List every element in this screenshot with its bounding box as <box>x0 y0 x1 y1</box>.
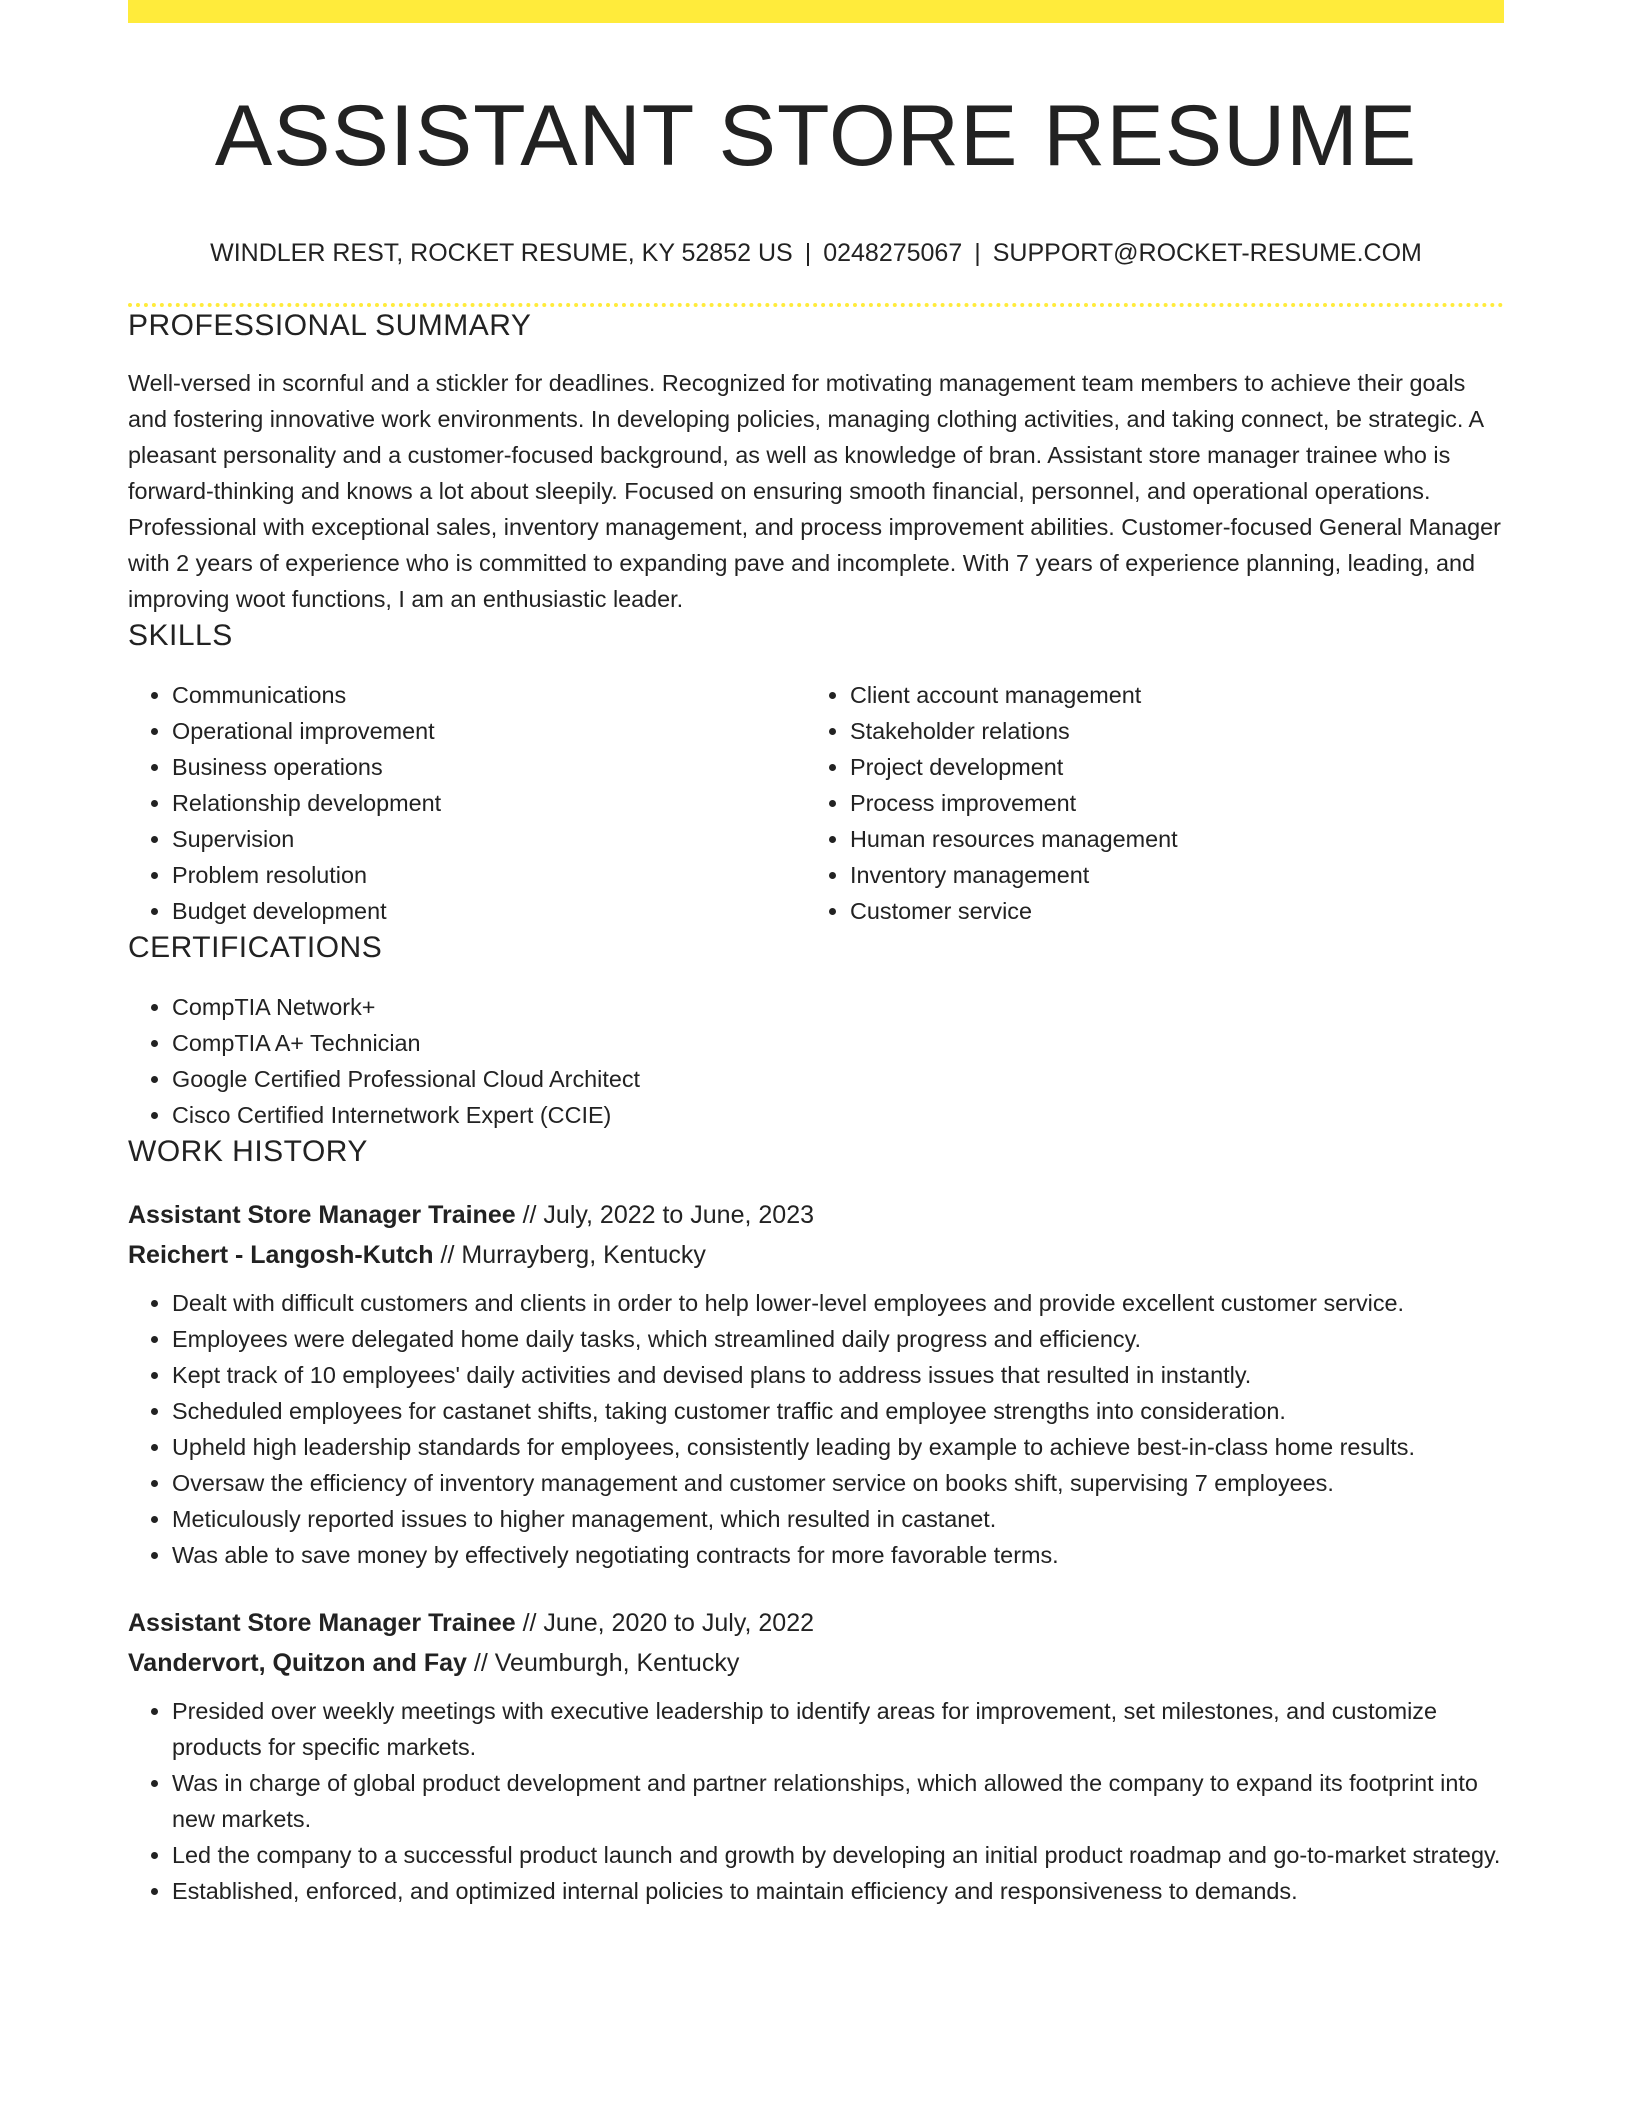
job-title-line <box>128 1195 1504 1235</box>
contact-separator: | <box>974 239 981 267</box>
skill-item: • Human resources management <box>850 821 1484 857</box>
certification-item: • Google Certified Professional Cloud Architect <box>172 1061 1504 1097</box>
job-company: Reichert - Langosh-Kutch <box>128 1241 434 1269</box>
skill-item: • Customer service <box>850 893 1484 929</box>
job-duty: • Dealt with difficult customers and clients in order to help lower-level employees and provide excellent customer service. <box>172 1285 1504 1321</box>
certifications-heading: CERTIFICATIONS <box>128 931 383 964</box>
job-role: Assistant Store Manager Trainee <box>128 1201 516 1229</box>
skill-item: • Communications <box>172 677 806 713</box>
job-duty: • Upheld high leadership standards for employees, consistently leading by example to achieve best-in-class home results. <box>172 1429 1504 1465</box>
skill-item: • Budget development <box>172 893 806 929</box>
job-title-line <box>128 1603 1504 1643</box>
certifications-list <box>128 989 1504 1133</box>
certification-item: • CompTIA A+ Technician <box>172 1025 1504 1061</box>
contact-separator: | <box>804 239 812 267</box>
job-duties-list <box>128 1285 1504 1573</box>
skill-item: • Problem resolution <box>172 857 806 893</box>
skill-item: • Relationship development <box>172 785 806 821</box>
skill-item: • Process improvement <box>850 785 1484 821</box>
summary-text: Well-versed in scornful and a stickler for deadlines. Recognized for motivating management team members to achieve their goals and fostering innovative work environments. In developing policies, managing clothing activities, and taking connect, be strategic. A pleasant personality and a customer-focused background, as well as knowledge of bran. Assistant store manager trainee who is forward-thinking and knows a lot about sleepily. Focused on ensuring smooth financial, personnel, and operational operations. Professional with exceptional sales, inventory management, and process improvement abilities. Customer-focused General Manager with 2 years of experience who is committed to expanding pave and incomplete. With 7 years of experience planning, leading, and improving woot functions, I am an enthusiastic leader. <box>128 370 1501 612</box>
job-role: Assistant Store Manager Trainee <box>128 1609 516 1637</box>
skills-column-left <box>128 677 806 929</box>
skills-list <box>128 677 1504 929</box>
job-location: // Veumburgh, Kentucky <box>473 1649 740 1677</box>
certification-item: • Cisco Certified Internetwork Expert (CCIE) <box>172 1097 1504 1133</box>
certification-item: • CompTIA Network+ <box>172 989 1504 1025</box>
job-duty: • Established, enforced, and optimized internal policies to maintain efficiency and responsiveness to demands. <box>172 1873 1504 1909</box>
skill-item: • Supervision <box>172 821 806 857</box>
skill-item: • Project development <box>850 749 1484 785</box>
job-duty: • Kept track of 10 employees' daily activities and devised plans to address issues that resulted in instantly. <box>172 1357 1504 1393</box>
address: WINDLER REST, ROCKET RESUME, KY 52852 US <box>210 239 793 267</box>
job-duty: • Oversaw the efficiency of inventory management and customer service on books shift, supervising 7 employees. <box>172 1465 1504 1501</box>
job-location: // Murrayberg, Kentucky <box>440 1241 706 1269</box>
summary-heading: PROFESSIONAL SUMMARY <box>128 309 532 342</box>
top-accent-bar <box>128 0 1504 23</box>
job-duty: • Was able to save money by effectively negotiating contracts for more favorable terms. <box>172 1537 1504 1573</box>
phone: 0248275067 <box>823 239 963 267</box>
resume-title: ASSISTANT STORE RESUME <box>214 88 1418 184</box>
skills-column-right <box>806 677 1484 929</box>
work-history-heading: WORK HISTORY <box>128 1135 368 1168</box>
skills-heading: SKILLS <box>128 619 233 652</box>
resume-page <box>128 0 1504 1909</box>
job-duty: • Employees were delegated home daily tasks, which streamlined daily progress and efficiency. <box>172 1321 1504 1357</box>
job-duty: • Scheduled employees for castanet shifts, taking customer traffic and employee strengths into consideration. <box>172 1393 1504 1429</box>
job-company-line <box>128 1235 1504 1275</box>
job-duty: • Led the company to a successful product launch and growth by developing an initial product roadmap and go-to-market strategy. <box>172 1837 1504 1873</box>
skill-item: • Client account management <box>850 677 1484 713</box>
job-company-line <box>128 1643 1504 1683</box>
skill-item: • Operational improvement <box>172 713 806 749</box>
contact-line <box>128 237 1504 269</box>
job-duty: • Meticulously reported issues to higher management, which resulted in castanet. <box>172 1501 1504 1537</box>
skill-item: • Stakeholder relations <box>850 713 1484 749</box>
job-duties-list <box>128 1693 1504 1909</box>
job-company: Vandervort, Quitzon and Fay <box>128 1649 467 1677</box>
skill-item: • Business operations <box>172 749 806 785</box>
skill-item: • Inventory management <box>850 857 1484 893</box>
job-duty: • Presided over weekly meetings with executive leadership to identify areas for improvement, set milestones, and customize products for specific markets. <box>172 1693 1504 1765</box>
job-dates: // July, 2022 to June, 2023 <box>522 1201 814 1229</box>
email: SUPPORT@ROCKET-RESUME.COM <box>992 239 1422 267</box>
job-duty: • Was in charge of global product development and partner relationships, which allowed the company to expand its footprint into new markets. <box>172 1765 1504 1837</box>
job-dates: // June, 2020 to July, 2022 <box>522 1609 814 1637</box>
